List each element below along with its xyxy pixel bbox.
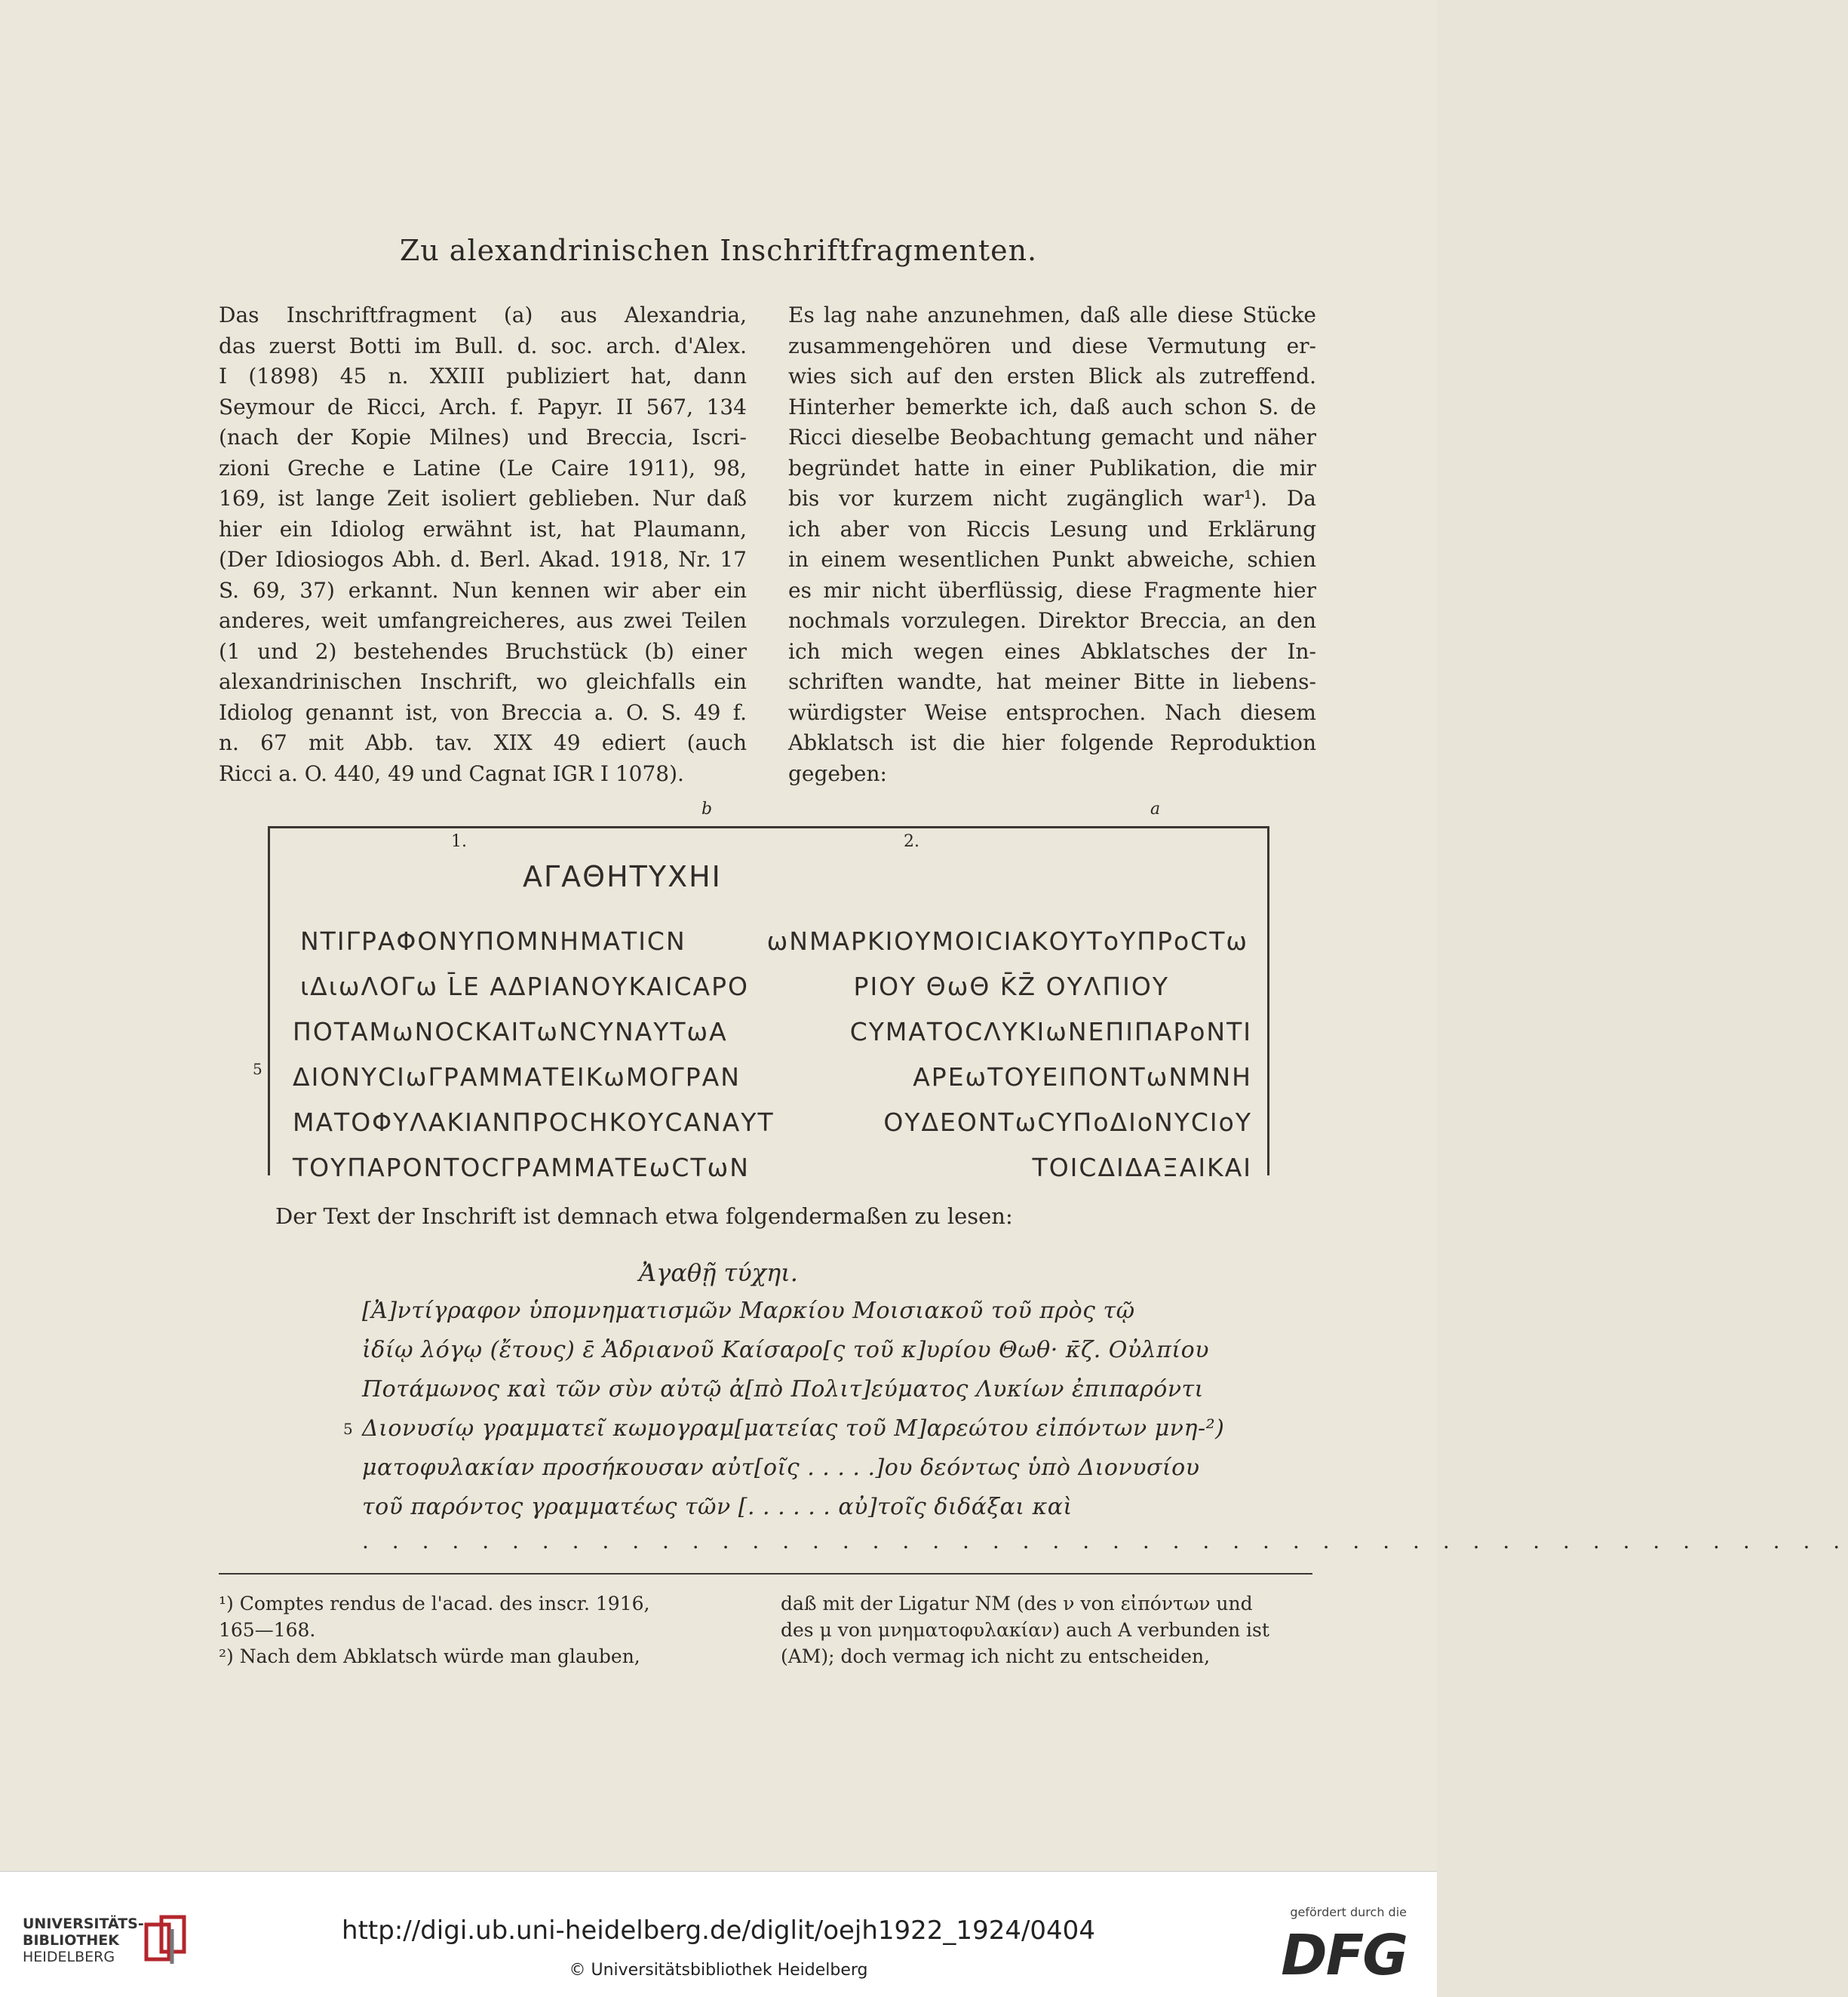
text-line: (1 und 2) bestehendes Bruchstück (b) einer — [219, 638, 747, 664]
transcription-heading: Ἀγαθῇ τύχηι. — [639, 1258, 798, 1287]
text-line: n. 67 mit Abb. tav. XIX 49 ediert (auch — [219, 730, 747, 755]
text-line: das zuerst Botti im Bull. d. soc. arch. d'Alex. — [219, 333, 747, 358]
lacuna-dots: . . . . . . . . . . . . . . . . . . . . . . . . . . . . . . . . . . . . . . . . . . . . . . . . . . — [362, 1528, 1848, 1553]
transcription-line: ματοφυλακίαν προσήκουσαν αὐτ[οῖς . . . . .]ου δεόντως ὑπὸ Διονυσίου — [362, 1455, 1200, 1481]
dfg-logo: DFG — [1281, 1923, 1407, 1988]
text-line: Abklatsch ist die hier folgende Reproduktion — [788, 730, 1316, 755]
inscription-line-right: ωΝΜΑΡΚΙΟΥΜΟΙCΙΑΚΟΥΤοΥΠΡοCΤω — [766, 926, 1248, 956]
inscription-line-number: 5 — [253, 1060, 262, 1078]
left-text-column — [219, 300, 747, 789]
inscription-line-right: ΤΟΙCΔΙΔΑΞΑΙΚΑΙ — [1032, 1153, 1252, 1182]
transcription-line-number: 5 — [343, 1420, 353, 1438]
inscription-line-right: CΥΜΑΤΟCΛΥΚΙωΝΕΠΙΠΑΡοΝΤΙ — [849, 1017, 1252, 1046]
text-line: 169, ist lange Zeit isoliert geblieben. Nur daß — [219, 486, 747, 511]
inscription-line-left: ΔΙΟΝΥCΙωΓΡΑΜΜΑΤΕΙΚωΜΟΓΡΑΝ — [293, 1062, 741, 1092]
fragment-number-2: 2. — [904, 832, 919, 851]
inscription-line-left: ΜΑΤΟΦΥΛΑΚΙΑΝΠΡΟCΗΚΟΥCΑΝΑΥΤ — [293, 1108, 775, 1137]
text-line: begründet hatte in einer Publikation, die mir — [788, 455, 1316, 481]
text-line: Es lag nahe anzunehmen, daß alle diese Stücke — [788, 303, 1316, 327]
text-line: ich mich wegen eines Abklatsches der In- — [788, 638, 1316, 664]
logo-line: UNIVERSITÄTS- — [23, 1916, 144, 1932]
text-line: wies sich auf den ersten Blick als zutreffend. — [788, 364, 1316, 389]
fragment-number-1: 1. — [451, 832, 467, 851]
text-line: Das Inschriftfragment (a) aus Alexandria, — [219, 303, 747, 327]
footnote-line: (AM); doch vermag ich nicht zu entscheiden, — [781, 1645, 1211, 1667]
inscription-line-right: ΑΡΕωΤΟΥΕΙΠΟΝΤωΝΜΝΗ — [913, 1062, 1252, 1092]
fragment-label-b: b — [701, 800, 713, 819]
text-line: bis vor kurzem nicht zugänglich war¹). Da — [788, 486, 1316, 511]
footnote-rule — [219, 1573, 1312, 1575]
text-line: in einem wesentlichen Punkt abweiche, schien — [788, 547, 1316, 572]
article-title: Zu alexandrinischen Inschriftfragmenten. — [399, 234, 1038, 267]
inscription-heading: ΑΓΑΘΗΤΥΧΗΙ — [523, 860, 722, 893]
text-line: Ricci a. O. 440, 49 und Cagnat IGR I 1078). — [219, 760, 684, 786]
text-line: ich aber von Riccis Lesung und Erklärung — [788, 516, 1316, 542]
page-url-link[interactable]: http://digi.ub.uni-heidelberg.de/diglit/oejh1922_1924/0404 — [342, 1916, 1095, 1946]
text-line: es mir nicht überflüssig, diese Fragmente hier — [788, 577, 1316, 603]
text-line: (Der Idiosiogos Abh. d. Berl. Akad. 1918, Nr. 17 — [219, 547, 747, 572]
transcription-line: ἰδίῳ λόγῳ (ἔτους) ε̄ Ἁδριανοῦ Καίσαρο[ς τοῦ κ]υρίου Θωθ· κ̄ζ. Οὐλπίου — [362, 1337, 1209, 1363]
text-line: würdigster Weise entsprochen. Nach diesem — [788, 699, 1316, 725]
footnote-line: daß mit der Ligatur NM (des ν von εἰπόντων und — [781, 1593, 1253, 1614]
transcription-line: Διονυσίῳ γραμματεῖ κωμογραμ[ματείας τοῦ Μ]αρεώτου εἰπόντων μνη-²) — [362, 1415, 1225, 1442]
text-line: hier ein Idiolog erwähnt ist, hat Plaumann, — [219, 516, 747, 542]
right-text-column — [788, 300, 1316, 789]
text-line: Hinterher bemerkte ich, daß auch schon S. de — [788, 394, 1316, 419]
inscription-figure — [268, 826, 1269, 1182]
text-line: zioni Greche e Latine (Le Caire 1911), 98, — [219, 455, 747, 481]
inscription-line-left: ΠΟΤΑΜωΝΟCΚΑΙΤωΝCΥΝΑΥΤωΑ — [293, 1017, 728, 1046]
text-line: gegeben: — [788, 760, 887, 786]
transcription-line: Ποτάμωνος καὶ τῶν σὺν αὐτῷ ἀ[πὸ Πολιτ]εύματος Λυκίων ἐπιπαρόντι — [362, 1376, 1204, 1403]
text-line: Ricci dieselbe Beobachtung gemacht und näher — [788, 425, 1316, 450]
inscription-line-right: ΟΥΔΕΟΝΤωCΥΠοΔΙοΝΥCΙοΥ — [883, 1108, 1252, 1137]
text-line: (nach der Kopie Milnes) und Breccia, Iscri- — [219, 425, 747, 450]
inscription-line-left: ιΔιωΛΟΓω L̄Ε ΑΔΡΙΑΝΟΥΚΑΙCΑΡΟ — [300, 972, 749, 1001]
footnote-line: ¹) Comptes rendus de l'acad. des inscr. 1916, — [219, 1593, 650, 1614]
footnote-line: des μ von μνηματοφυλακίαν) auch A verbunden ist — [781, 1619, 1269, 1641]
funding-note: gefördert durch die — [1290, 1905, 1407, 1919]
footnote-line: ²) Nach dem Abklatsch würde man glauben, — [219, 1645, 640, 1667]
library-footer — [0, 1871, 1437, 1997]
inscription-line-left: ΝΤΙΓΡΑΦΟΝΥΠΟΜΝΗΜΑΤΙCΝ — [300, 926, 686, 956]
text-line: nochmals vorzulegen. Direktor Breccia, an den — [788, 608, 1316, 633]
inscription-line-right: ΡΙΟΥ ΘωΘ K̄Z̄ ΟΥΛΠΙΟΥ — [853, 972, 1169, 1001]
fragment-label-a: a — [1150, 800, 1161, 819]
transcription-line: τοῦ παρόντος γραμματέως τῶν [. . . . . . αὐ]τοῖς διδάξαι καὶ — [362, 1494, 1073, 1520]
transcription-intro: Der Text der Inschrift ist demnach etwa folgendermaßen zu lesen: — [275, 1203, 1013, 1229]
text-line: schriften wandte, hat meiner Bitte in liebens- — [788, 669, 1316, 694]
inscription-line-left: ΤΟΥΠΑΡΟΝΤΟCΓΡΑΜΜΑΤΕωCΤωΝ — [293, 1153, 750, 1182]
logo-line: HEIDELBERG — [23, 1949, 115, 1965]
logo-line: BIBLIOTHEK — [23, 1932, 119, 1949]
text-line: S. 69, 37) erkannt. Nun kennen wir aber ein — [219, 577, 747, 603]
text-line: alexandrinischen Inschrift, wo gleichfalls ein — [219, 669, 747, 694]
text-line: anderes, weit umfangreicheres, aus zwei Teilen — [219, 608, 747, 633]
text-line: I (1898) 45 n. XXIII publiziert hat, dann — [219, 364, 747, 389]
copyright-notice: © Universitätsbibliothek Heidelberg — [569, 1961, 868, 1980]
text-line: zusammengehören und diese Vermutung er- — [788, 333, 1316, 358]
transcription-line: [Ἀ]ντίγραφον ὑπομνηματισμῶν Μαρκίου Μοισιακοῦ τοῦ πρὸς τῷ — [362, 1298, 1135, 1324]
text-line: Seymour de Ricci, Arch. f. Papyr. II 567, 134 — [219, 394, 747, 419]
text-line: Idiolog genannt ist, von Breccia a. O. S. 49 f. — [219, 699, 747, 725]
footnote-line: 165—168. — [219, 1619, 316, 1641]
